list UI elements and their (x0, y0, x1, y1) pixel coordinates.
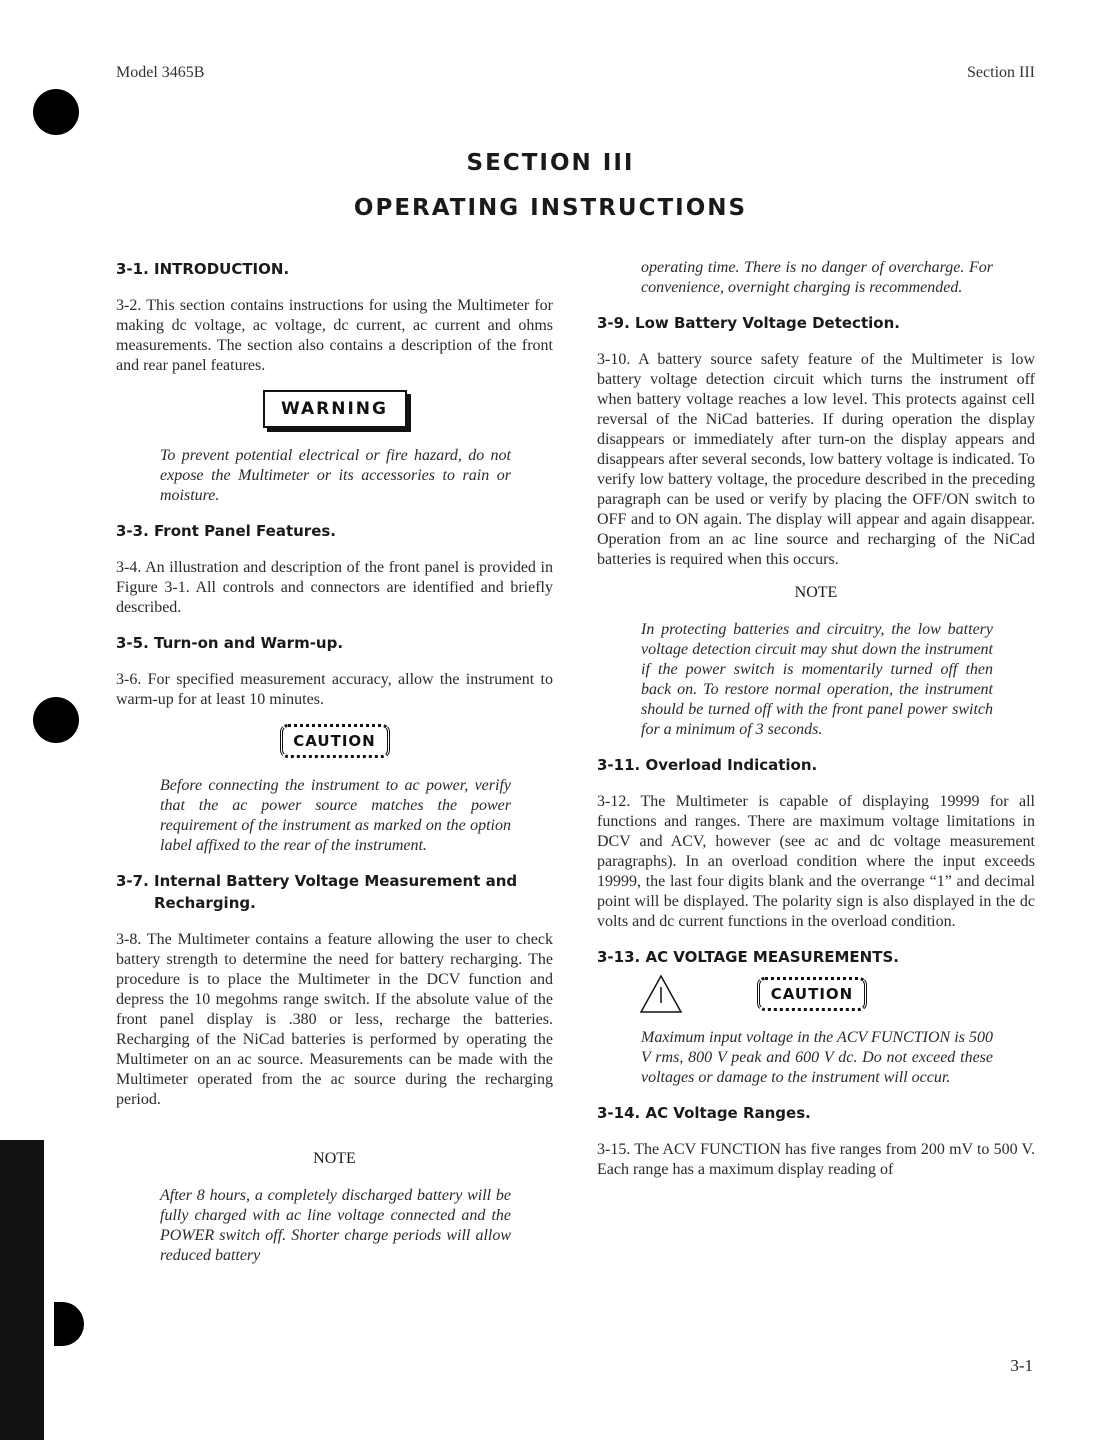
section-subtitle: OPERATING INSTRUCTIONS (353, 195, 748, 221)
header-model: Model 3465B (116, 64, 205, 81)
paragraph-3-12: 3-12. The Multimeter is capable of displaying 19999 for all functions and ranges. There are maximum voltage limitations in DCV and ACV, however (see ac and dc voltage measurement paragraphs). In an overload condition where the input exceeds 19999, the last four digits blank and the overrange “1” and decimal point will be displayed. The polarity sign is also displayed in the dc volts and dc current functions in the overload condition. (597, 793, 1035, 930)
binder-hole (54, 1302, 84, 1346)
warning-text: To prevent potential electrical or fire hazard, do not expose the Multimeter or its accessories to rain or moisture. (160, 447, 511, 504)
caution-label: CAUTION (280, 724, 390, 758)
caution-label: CAUTION (757, 977, 867, 1011)
heading-3-14: 3-14. AC Voltage Ranges. (597, 1104, 811, 1122)
note-text: In protecting batteries and circuitry, the low battery voltage detection circuit may shut down the instrument if the power switch is momentarily turned off then back on. To restore normal operation, the instrument should be turned off with the front panel power switch for a minimum of 3 seconds. (641, 621, 993, 738)
caution-text: Maximum input voltage in the ACV FUNCTION is 500 V rms, 800 V peak and 600 V dc. Do not exceed these voltages or damage to the instrument will occur. (641, 1029, 993, 1086)
heading-3-13: 3-13. AC VOLTAGE MEASUREMENTS. (597, 948, 899, 966)
page-number: 3-1 (1010, 1356, 1033, 1375)
binder-hole (33, 697, 79, 743)
heading-3-7: 3-7. Internal Battery Voltage Measurement and Recharging. (116, 872, 518, 912)
heading-3-9: 3-9. Low Battery Voltage Detection. (597, 314, 900, 332)
right-column (597, 258, 1035, 1194)
section-title: SECTION III (466, 150, 635, 176)
paragraph-3-10: 3-10. A battery source safety feature of the Multimeter is low battery voltage detection circuit which turns the instrument off when battery voltage reaches a low level. This protects against cell reversal of the NiCad batteries. If during operation the display disappears or immediately after turn-on the display appears and disappears after several seconds, low battery voltage is indicated. To verify low battery voltage, the procedure described in the preceding paragraph can be used or verify by placing the OFF/ON switch to OFF and to ON again. The display will appear and again disappear. Operation from an ac line source and recharging of the NiCad batteries is required when this occurs. (597, 351, 1035, 568)
heading-3-11: 3-11. Overload Indication. (597, 756, 818, 774)
caution-row (597, 974, 1035, 1014)
note-continued: operating time. There is no danger of overcharge. For convenience, overnight charging is recommended. (641, 259, 993, 296)
warning-label: WARNING (263, 390, 407, 428)
paragraph-3-2: 3-2. This section contains instructions for using the Multimeter for making dc voltage, ac voltage, dc current, ac current and ohms measurements. The section also contains a description of the front and rear panel features. (116, 297, 553, 374)
heading-3-1: 3-1. INTRODUCTION. (116, 260, 290, 278)
header-section: Section III (967, 64, 1035, 81)
binder-hole (33, 89, 79, 135)
paragraph-3-8: 3-8. The Multimeter contains a feature allowing the user to check battery strength to determine the need for battery recharging. The procedure is to place the Multimeter in the DCV function and depress the 10 megohms range switch. If the absolute value of the front panel display is .380 or less, recharge the batteries. Recharging of the NiCad batteries is performed by operating the Multimeter on an ac source. Measurements can be made with the Multimeter operated from the ac source during the recharging period. (116, 931, 553, 1108)
note-label: NOTE (794, 584, 838, 601)
warning-triangle-icon (639, 974, 683, 1014)
paragraph-3-6: 3-6. For specified measurement accuracy, allow the instrument to warm-up for at least 10 minutes. (116, 671, 553, 708)
scan-edge (0, 1140, 44, 1440)
left-column (116, 258, 553, 1280)
caution-text: Before connecting the instrument to ac power, verify that the ac power source matches the power requirement of the instrument as marked on the option label affixed to the rear of the instrument. (160, 777, 511, 854)
paragraph-3-15: 3-15. The ACV FUNCTION has five ranges from 200 mV to 500 V. Each range has a maximum display reading of (597, 1141, 1035, 1178)
heading-3-3: 3-3. Front Panel Features. (116, 522, 336, 540)
note-label: NOTE (313, 1150, 356, 1167)
heading-3-5: 3-5. Turn-on and Warm-up. (116, 634, 344, 652)
paragraph-3-4: 3-4. An illustration and description of the front panel is provided in Figure 3-1. All controls and connectors are identified and briefly described. (116, 559, 553, 616)
note-text: After 8 hours, a completely discharged battery will be fully charged with ac line voltage connected and the POWER switch off. Shorter charge periods will allow reduced battery (160, 1187, 511, 1264)
